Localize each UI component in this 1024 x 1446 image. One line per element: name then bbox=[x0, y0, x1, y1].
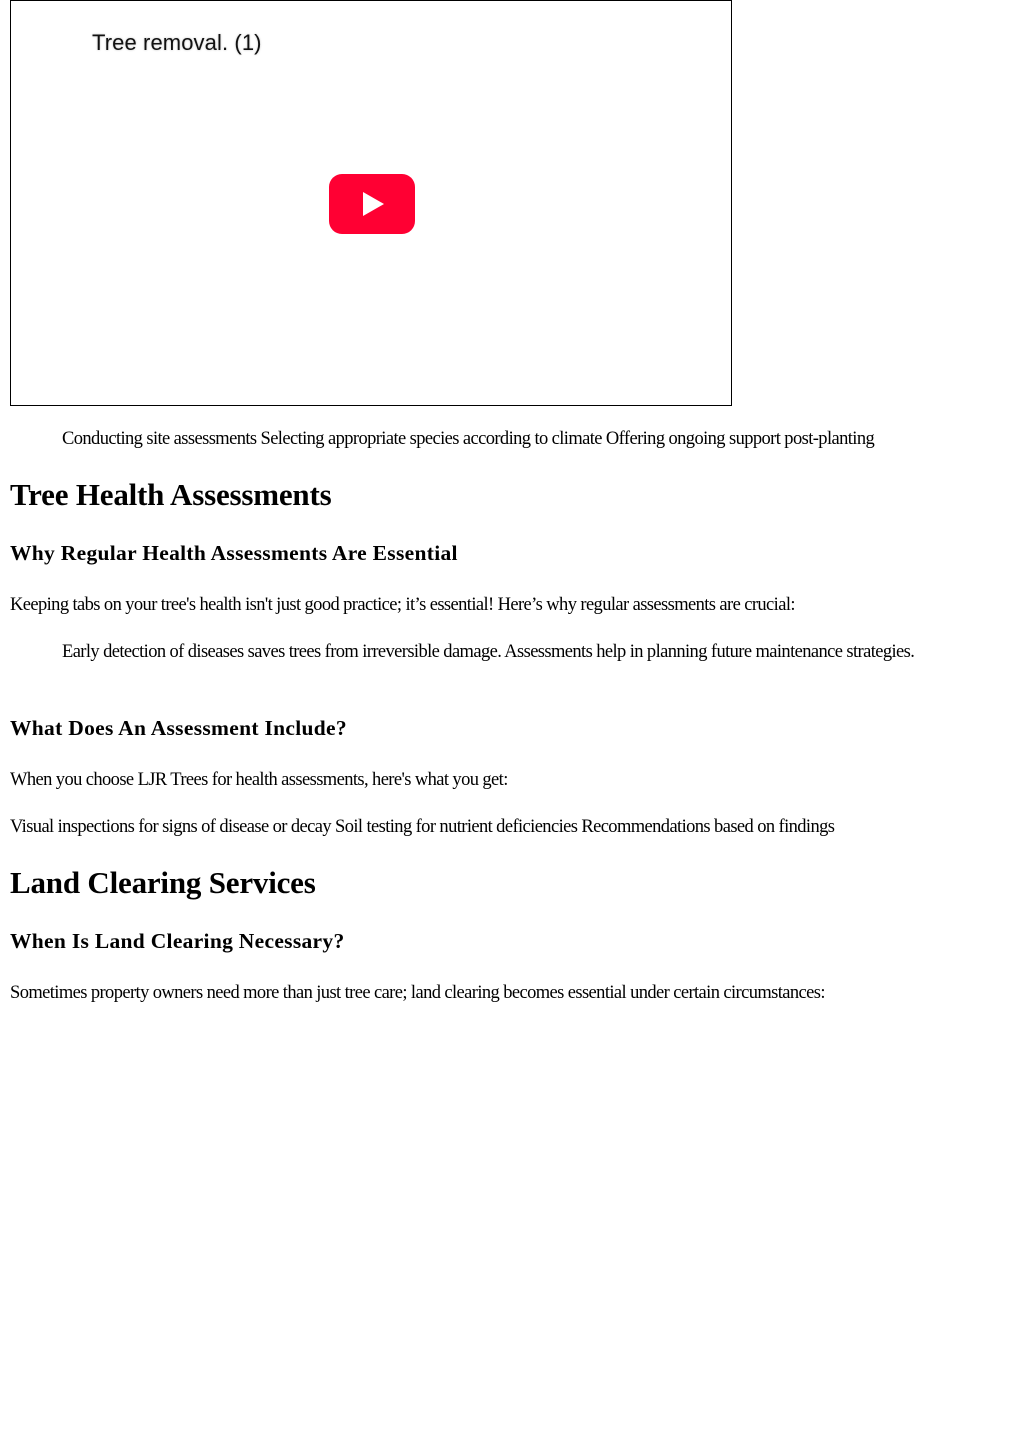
video-title[interactable]: Tree removal. (1) bbox=[92, 30, 262, 55]
play-icon bbox=[329, 174, 415, 234]
section-heading-land-clearing: Land Clearing Services bbox=[10, 865, 316, 900]
play-button[interactable] bbox=[329, 174, 415, 234]
subheading-assessment-include: What Does An Assessment Include? bbox=[10, 716, 347, 740]
planting-services-list: Conducting site assessments Selecting appropriate species according to climate Offering ongoing support post-planting bbox=[62, 429, 875, 449]
assessment-include-list: Visual inspections for signs of disease or decay Soil testing for nutrient deficiencies Recommendations based on findings bbox=[10, 817, 835, 837]
subheading-land-clearing-necessary: When Is Land Clearing Necessary? bbox=[10, 929, 345, 953]
video-embed[interactable] bbox=[10, 0, 732, 406]
section-heading-tree-health: Tree Health Assessments bbox=[10, 477, 332, 512]
assessment-include-intro: When you choose LJR Trees for health assessments, here's what you get: bbox=[10, 770, 508, 790]
why-assessments-list: Early detection of diseases saves trees from irreversible damage. Assessments help in planning future maintenance strategies. bbox=[62, 642, 915, 662]
subheading-why-assessments: Why Regular Health Assessments Are Essential bbox=[10, 541, 458, 565]
why-assessments-intro: Keeping tabs on your tree's health isn't just good practice; it’s essential! Here’s why regular assessments are crucial: bbox=[10, 595, 795, 615]
land-clearing-intro: Sometimes property owners need more than just tree care; land clearing becomes essential under certain circumstances: bbox=[10, 983, 825, 1003]
